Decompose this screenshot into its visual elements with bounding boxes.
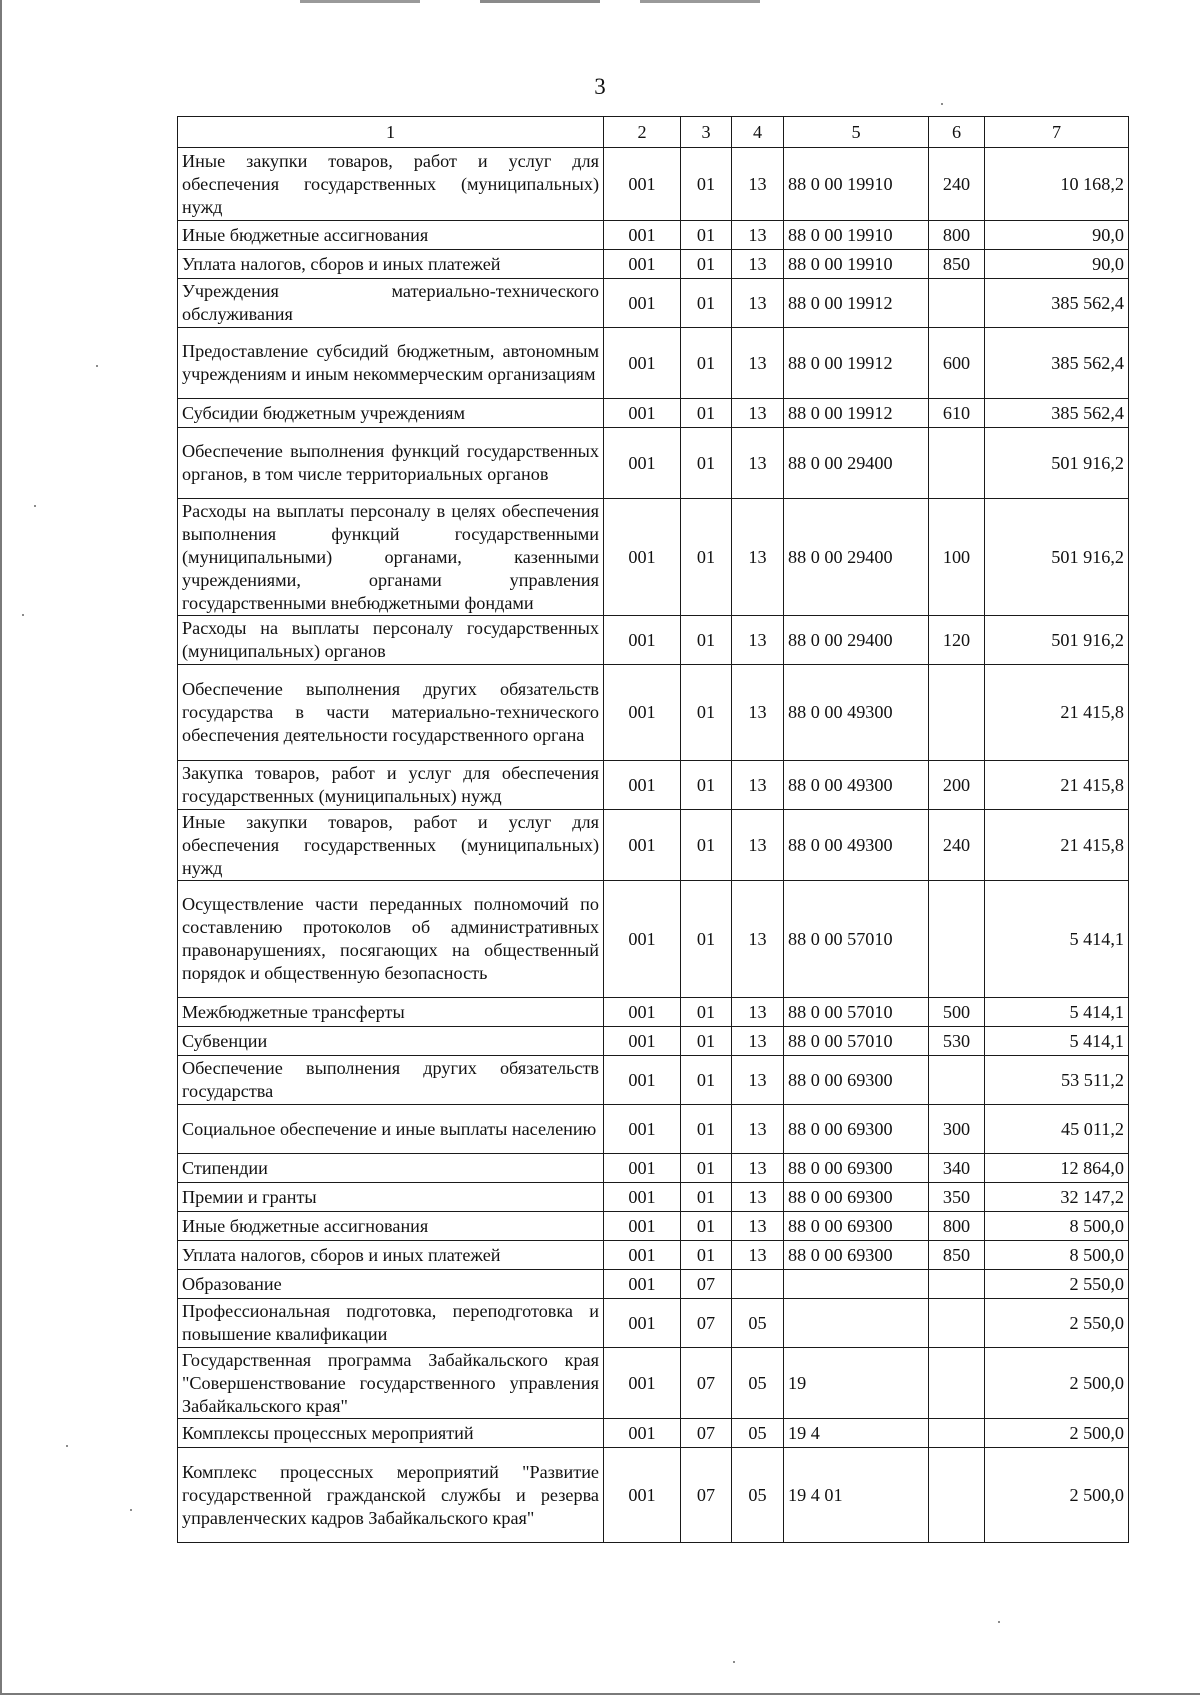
row-expense-type-cell: 530 [929,1027,985,1056]
table-row [178,616,1129,665]
budget-table [177,116,1129,1543]
row-subsection-cell: 05 [732,1419,784,1448]
row-admin-code-cell: 001 [604,1154,681,1183]
row-section-cell: 01 [681,761,732,810]
row-expense-type-cell: 850 [929,250,985,279]
row-target-article-cell: 88 0 00 57010 [784,881,929,998]
table-row [178,279,1129,328]
row-section-cell: 01 [681,1105,732,1154]
row-name-cell: Иные закупки товаров, работ и услуг для обеспечения государственных (муниципальных) нужд [178,148,604,221]
header-cell-2: 2 [604,117,681,148]
table-row [178,881,1129,998]
row-expense-type-cell [929,1056,985,1105]
row-subsection-cell: 13 [732,810,784,881]
row-subsection-cell: 13 [732,1212,784,1241]
row-expense-type-cell [929,1270,985,1299]
table-row [178,1241,1129,1270]
row-amount-cell: 90,0 [985,250,1129,279]
row-amount-cell: 90,0 [985,221,1129,250]
row-admin-code-cell: 001 [604,1448,681,1543]
row-admin-code-cell: 001 [604,1183,681,1212]
row-subsection-cell: 13 [732,428,784,499]
row-subsection-cell: 05 [732,1448,784,1543]
row-target-article-cell: 88 0 00 19910 [784,148,929,221]
row-name-cell: Комплекс процессных мероприятий "Развитие государственной гражданской службы и резерва управленческих кадров Забайкальского края" [178,1448,604,1543]
row-admin-code-cell: 001 [604,328,681,399]
row-section-cell: 07 [681,1448,732,1543]
row-subsection-cell: 13 [732,1105,784,1154]
row-expense-type-cell [929,1419,985,1448]
row-amount-cell: 8 500,0 [985,1212,1129,1241]
row-name-cell: Межбюджетные трансферты [178,998,604,1027]
row-target-article-cell: 88 0 00 19912 [784,279,929,328]
row-target-article-cell: 88 0 00 69300 [784,1183,929,1212]
row-admin-code-cell: 001 [604,428,681,499]
row-name-cell: Уплата налогов, сборов и иных платежей [178,250,604,279]
table-row [178,1027,1129,1056]
row-admin-code-cell: 001 [604,1056,681,1105]
row-subsection-cell: 13 [732,399,784,428]
row-target-article-cell: 88 0 00 19910 [784,250,929,279]
row-admin-code-cell: 001 [604,665,681,761]
row-amount-cell: 501 916,2 [985,428,1129,499]
row-name-cell: Стипендии [178,1154,604,1183]
row-amount-cell: 8 500,0 [985,1241,1129,1270]
row-amount-cell: 12 864,0 [985,1154,1129,1183]
row-target-article-cell: 19 4 [784,1419,929,1448]
page-number: 3 [594,74,606,99]
row-section-cell: 01 [681,1027,732,1056]
header-cell-6: 6 [929,117,985,148]
table-header [178,117,1129,148]
scan-speck [998,1621,1000,1623]
table-row [178,428,1129,499]
table-row [178,1348,1129,1419]
row-target-article-cell: 88 0 00 29400 [784,499,929,616]
table-row [178,1299,1129,1348]
row-name-cell: Обеспечение выполнения других обязательств государства [178,1056,604,1105]
row-expense-type-cell [929,665,985,761]
row-section-cell: 01 [681,499,732,616]
row-name-cell: Обеспечение выполнения других обязательств государства в части материально-технического обеспечения деятельности государственного органа [178,665,604,761]
row-target-article-cell: 88 0 00 49300 [784,761,929,810]
row-section-cell: 01 [681,1154,732,1183]
row-name-cell: Субвенции [178,1027,604,1056]
row-amount-cell: 2 500,0 [985,1348,1129,1419]
row-expense-type-cell [929,1448,985,1543]
scan-speck [34,505,36,507]
table-row [178,761,1129,810]
row-section-cell: 01 [681,399,732,428]
table-row [178,399,1129,428]
row-name-cell: Закупка товаров, работ и услуг для обеспечения государственных (муниципальных) нужд [178,761,604,810]
row-name-cell: Иные закупки товаров, работ и услуг для обеспечения государственных (муниципальных) нужд [178,810,604,881]
row-admin-code-cell: 001 [604,279,681,328]
scan-speck [733,1661,735,1663]
row-amount-cell: 5 414,1 [985,1027,1129,1056]
row-target-article-cell [784,1270,929,1299]
row-subsection-cell: 13 [732,328,784,399]
table-row [178,1212,1129,1241]
row-subsection-cell: 13 [732,998,784,1027]
row-expense-type-cell: 100 [929,499,985,616]
row-section-cell: 07 [681,1348,732,1419]
row-subsection-cell: 13 [732,1027,784,1056]
row-section-cell: 01 [681,810,732,881]
row-section-cell: 01 [681,148,732,221]
row-admin-code-cell: 001 [604,499,681,616]
row-amount-cell: 2 500,0 [985,1448,1129,1543]
row-expense-type-cell: 340 [929,1154,985,1183]
row-name-cell: Субсидии бюджетным учреждениям [178,399,604,428]
row-amount-cell: 21 415,8 [985,665,1129,761]
row-admin-code-cell: 001 [604,1241,681,1270]
row-section-cell: 07 [681,1270,732,1299]
row-name-cell: Расходы на выплаты персоналу государственных (муниципальных) органов [178,616,604,665]
table-body [178,148,1129,1543]
row-amount-cell: 2 500,0 [985,1419,1129,1448]
row-section-cell: 01 [681,221,732,250]
row-amount-cell: 5 414,1 [985,998,1129,1027]
row-target-article-cell: 19 4 01 [784,1448,929,1543]
row-expense-type-cell: 850 [929,1241,985,1270]
table-row [178,998,1129,1027]
row-subsection-cell: 13 [732,665,784,761]
row-amount-cell: 2 550,0 [985,1270,1129,1299]
table-row [178,665,1129,761]
row-target-article-cell: 88 0 00 49300 [784,810,929,881]
row-expense-type-cell [929,1348,985,1419]
row-section-cell: 01 [681,881,732,998]
row-target-article-cell: 19 [784,1348,929,1419]
row-target-article-cell: 88 0 00 19910 [784,221,929,250]
scan-speck [66,1445,68,1447]
row-amount-cell: 501 916,2 [985,616,1129,665]
row-target-article-cell: 88 0 00 69300 [784,1105,929,1154]
row-expense-type-cell: 800 [929,1212,985,1241]
row-target-article-cell: 88 0 00 19912 [784,399,929,428]
row-target-article-cell: 88 0 00 69300 [784,1154,929,1183]
table-row [178,221,1129,250]
row-admin-code-cell: 001 [604,998,681,1027]
row-target-article-cell: 88 0 00 29400 [784,616,929,665]
row-admin-code-cell: 001 [604,1212,681,1241]
row-expense-type-cell: 240 [929,810,985,881]
row-admin-code-cell: 001 [604,881,681,998]
table-row [178,1154,1129,1183]
row-amount-cell: 501 916,2 [985,499,1129,616]
table-row [178,1105,1129,1154]
row-section-cell: 07 [681,1299,732,1348]
row-name-cell: Расходы на выплаты персоналу в целях обеспечения выполнения функций государственными (муниципальными) органами, казенными учреждениями, органами управления государственными внебюджетными фондами [178,499,604,616]
row-subsection-cell: 13 [732,499,784,616]
header-cell-5: 5 [784,117,929,148]
row-expense-type-cell: 240 [929,148,985,221]
row-section-cell: 01 [681,665,732,761]
row-expense-type-cell [929,881,985,998]
row-admin-code-cell: 001 [604,810,681,881]
row-name-cell: Социальное обеспечение и иные выплаты населению [178,1105,604,1154]
table-row [178,148,1129,221]
row-subsection-cell: 13 [732,250,784,279]
row-section-cell: 01 [681,279,732,328]
row-target-article-cell: 88 0 00 57010 [784,1027,929,1056]
row-expense-type-cell: 800 [929,221,985,250]
row-target-article-cell: 88 0 00 29400 [784,428,929,499]
table-row [178,1183,1129,1212]
table-row [178,1448,1129,1543]
row-target-article-cell: 88 0 00 57010 [784,998,929,1027]
row-name-cell: Государственная программа Забайкальского края "Совершенствование государственного управления Забайкальского края" [178,1348,604,1419]
scan-edge-top [0,0,1200,3]
row-admin-code-cell: 001 [604,148,681,221]
row-admin-code-cell: 001 [604,221,681,250]
row-section-cell: 01 [681,1183,732,1212]
row-name-cell: Образование [178,1270,604,1299]
row-subsection-cell: 05 [732,1348,784,1419]
row-expense-type-cell [929,1299,985,1348]
row-amount-cell: 10 168,2 [985,148,1129,221]
row-section-cell: 01 [681,428,732,499]
row-section-cell: 01 [681,1056,732,1105]
row-subsection-cell: 13 [732,221,784,250]
row-target-article-cell: 88 0 00 69300 [784,1212,929,1241]
row-target-article-cell: 88 0 00 49300 [784,665,929,761]
table-row [178,810,1129,881]
row-expense-type-cell: 300 [929,1105,985,1154]
row-section-cell: 01 [681,998,732,1027]
row-amount-cell: 21 415,8 [985,761,1129,810]
table-row [178,1270,1129,1299]
row-amount-cell: 2 550,0 [985,1299,1129,1348]
row-amount-cell: 385 562,4 [985,279,1129,328]
row-admin-code-cell: 001 [604,1027,681,1056]
scan-edge-left [0,0,2,1695]
row-admin-code-cell: 001 [604,1105,681,1154]
row-expense-type-cell: 350 [929,1183,985,1212]
table-row [178,250,1129,279]
row-section-cell: 01 [681,1212,732,1241]
row-subsection-cell: 13 [732,616,784,665]
row-subsection-cell: 05 [732,1299,784,1348]
scan-speck [130,1509,132,1511]
scan-speck [941,103,943,105]
row-subsection-cell: 13 [732,1056,784,1105]
row-expense-type-cell: 610 [929,399,985,428]
scan-speck [22,614,24,616]
row-target-article-cell: 88 0 00 69300 [784,1056,929,1105]
header-row [178,117,1129,148]
row-name-cell: Премии и гранты [178,1183,604,1212]
row-admin-code-cell: 001 [604,1270,681,1299]
row-amount-cell: 21 415,8 [985,810,1129,881]
header-cell-4: 4 [732,117,784,148]
header-cell-3: 3 [681,117,732,148]
table-row [178,328,1129,399]
row-amount-cell: 5 414,1 [985,881,1129,998]
row-subsection-cell: 13 [732,1183,784,1212]
row-subsection-cell [732,1270,784,1299]
row-name-cell: Осуществление части переданных полномочий по составлению протоколов об административных правонарушениях, посягающих на общественный порядок и общественную безопасность [178,881,604,998]
row-expense-type-cell: 500 [929,998,985,1027]
row-section-cell: 01 [681,616,732,665]
row-name-cell: Учреждения материально-технического обслуживания [178,279,604,328]
row-admin-code-cell: 001 [604,1348,681,1419]
row-subsection-cell: 13 [732,881,784,998]
row-name-cell: Предоставление субсидий бюджетным, автономным учреждениям и иным некоммерческим организациям [178,328,604,399]
row-name-cell: Иные бюджетные ассигнования [178,221,604,250]
row-expense-type-cell [929,428,985,499]
row-admin-code-cell: 001 [604,616,681,665]
row-admin-code-cell: 001 [604,399,681,428]
row-name-cell: Профессиональная подготовка, переподготовка и повышение квалификации [178,1299,604,1348]
row-name-cell: Уплата налогов, сборов и иных платежей [178,1241,604,1270]
row-section-cell: 01 [681,250,732,279]
row-section-cell: 07 [681,1419,732,1448]
header-cell-7: 7 [985,117,1129,148]
row-admin-code-cell: 001 [604,1299,681,1348]
row-expense-type-cell: 600 [929,328,985,399]
row-expense-type-cell [929,279,985,328]
row-admin-code-cell: 001 [604,1419,681,1448]
row-expense-type-cell: 120 [929,616,985,665]
row-subsection-cell: 13 [732,279,784,328]
row-name-cell: Иные бюджетные ассигнования [178,1212,604,1241]
row-admin-code-cell: 001 [604,250,681,279]
row-target-article-cell [784,1299,929,1348]
table-row [178,499,1129,616]
row-subsection-cell: 13 [732,761,784,810]
row-name-cell: Обеспечение выполнения функций государственных органов, в том числе территориальных органов [178,428,604,499]
row-target-article-cell: 88 0 00 19912 [784,328,929,399]
table-row [178,1419,1129,1448]
row-amount-cell: 53 511,2 [985,1056,1129,1105]
row-amount-cell: 45 011,2 [985,1105,1129,1154]
row-name-cell: Комплексы процессных мероприятий [178,1419,604,1448]
table-row [178,1056,1129,1105]
row-section-cell: 01 [681,1241,732,1270]
row-expense-type-cell: 200 [929,761,985,810]
row-amount-cell: 32 147,2 [985,1183,1129,1212]
scan-speck [96,365,98,367]
row-section-cell: 01 [681,328,732,399]
row-amount-cell: 385 562,4 [985,399,1129,428]
header-cell-1: 1 [178,117,604,148]
row-amount-cell: 385 562,4 [985,328,1129,399]
row-admin-code-cell: 001 [604,761,681,810]
row-subsection-cell: 13 [732,148,784,221]
row-subsection-cell: 13 [732,1154,784,1183]
row-subsection-cell: 13 [732,1241,784,1270]
row-target-article-cell: 88 0 00 69300 [784,1241,929,1270]
